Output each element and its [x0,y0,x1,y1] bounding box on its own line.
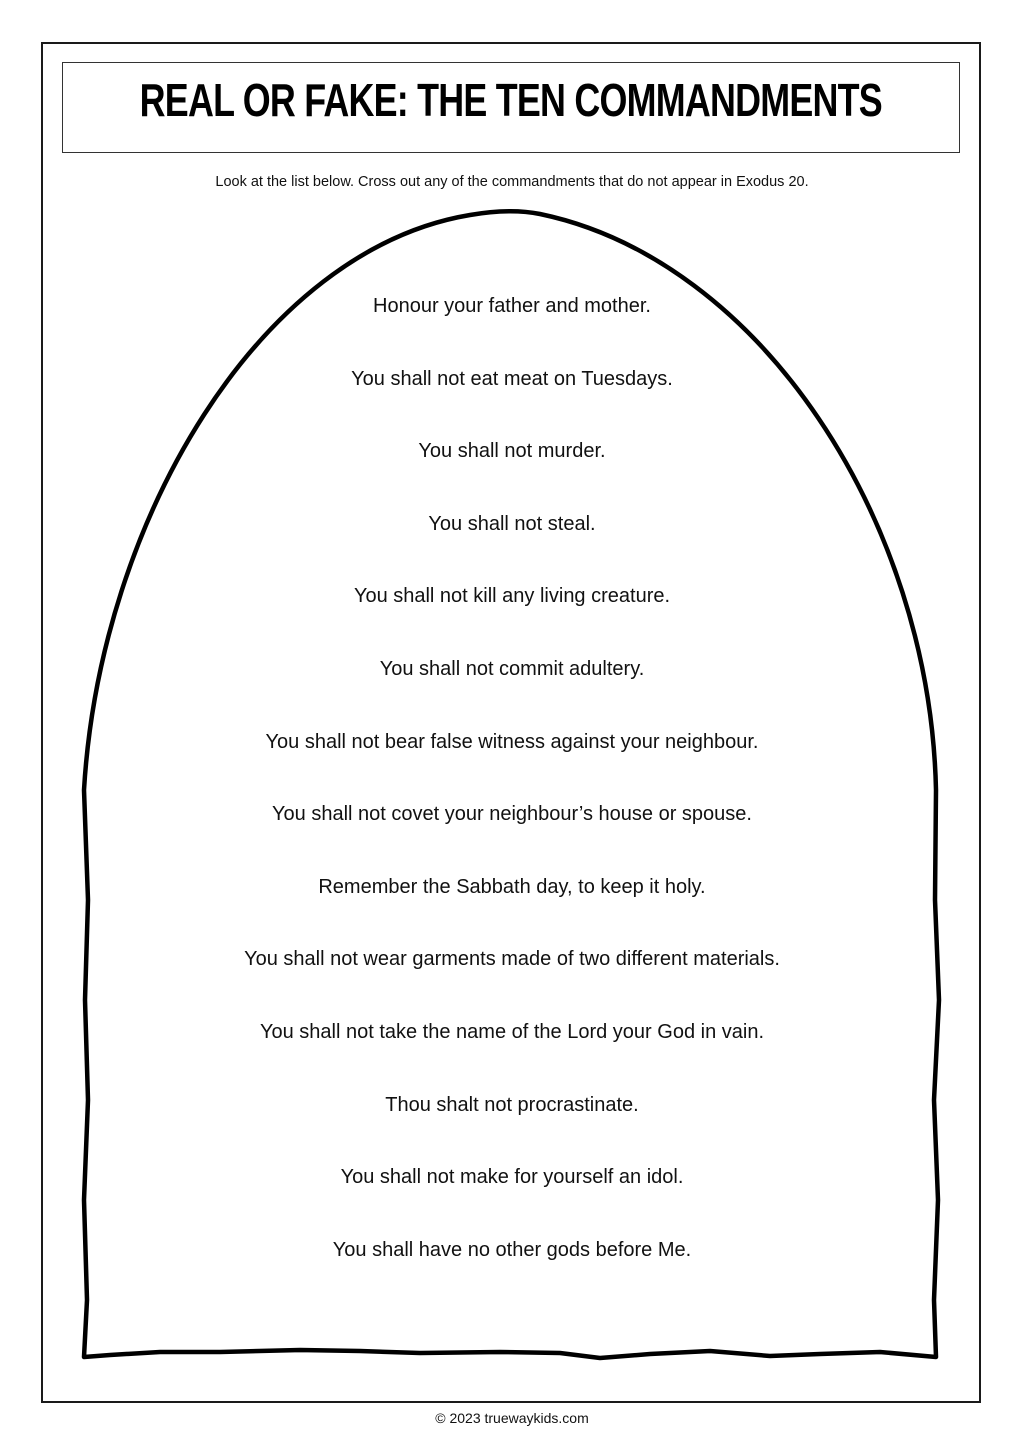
commandment-item[interactable]: You shall not kill any living creature. [353,585,671,608]
commandment-item[interactable]: Thou shalt not procrastinate. [385,1093,639,1116]
copyright-footer: © 2023 truewaykids.com [435,1410,589,1426]
commandment-item[interactable]: You shall not steal. [428,512,596,535]
commandment-item[interactable]: You shall not covet your neighbour’s house or spouse. [272,803,752,826]
commandment-item[interactable]: You shall not take the name of the Lord your God in vain. [259,1020,765,1043]
commandment-item[interactable]: You shall not make for yourself an idol. [340,1166,684,1189]
page-title: REAL OR FAKE: THE TEN COMMANDMENTS [139,74,883,126]
commandment-item[interactable]: You shall have no other gods before Me. [332,1238,692,1261]
commandment-item[interactable]: You shall not bear false witness against your neighbour. [265,730,759,753]
commandment-item[interactable]: You shall not wear garments made of two different materials. [244,948,780,971]
commandment-item[interactable]: You shall not commit adultery. [379,657,645,680]
commandment-item[interactable]: Honour your father and mother. [373,295,651,317]
commandment-item[interactable]: You shall not eat meat on Tuesdays. [351,367,673,390]
title-box [62,62,960,153]
commandment-item[interactable]: Remember the Sabbath day, to keep it holy. [318,875,706,898]
commandment-list [0,290,1024,1306]
commandment-item[interactable]: You shall not murder. [418,440,606,463]
instructions: Look at the list below. Cross out any of the commandments that do not appear in Exodus 20. [215,174,809,190]
